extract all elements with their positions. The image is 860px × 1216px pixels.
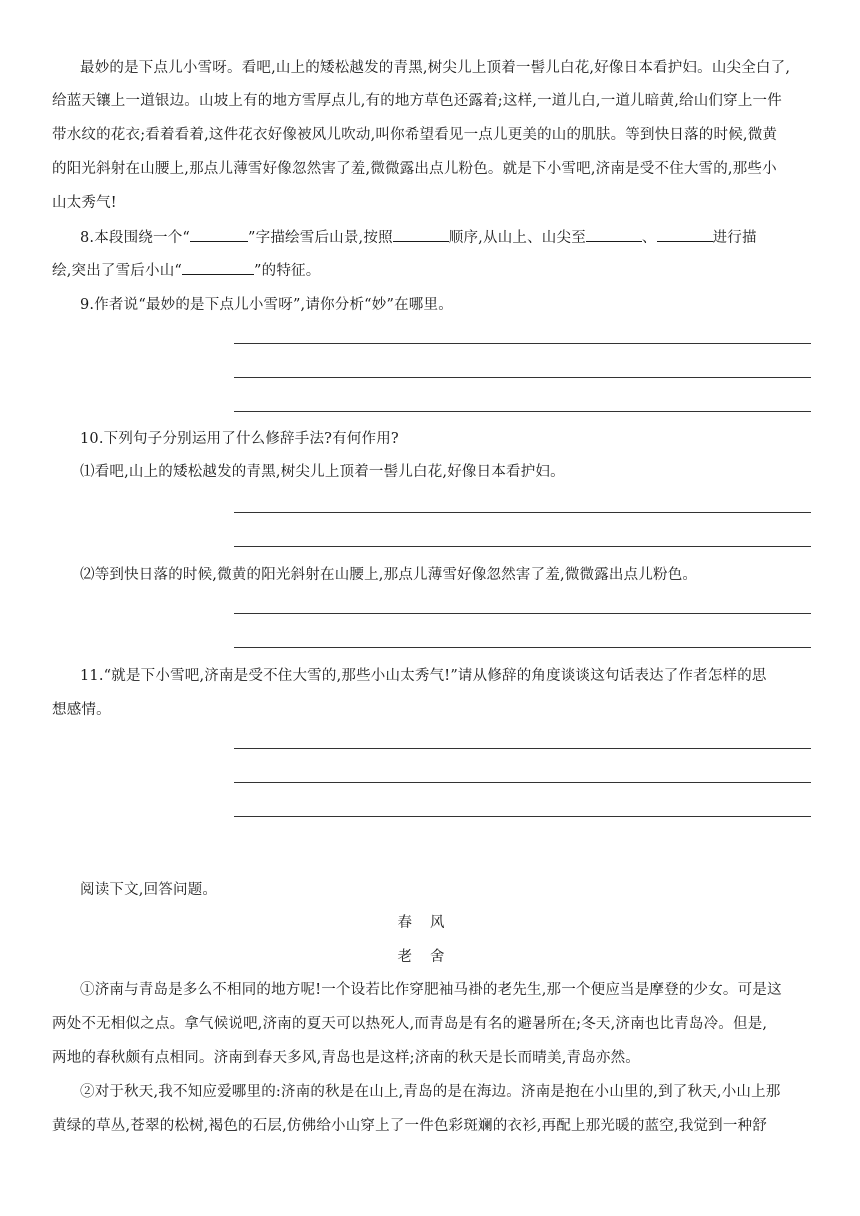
fill-blank[interactable] bbox=[182, 260, 254, 275]
passage-line: ②对于秋天,我不知应爱哪里的:济南的秋是在山上,青岛的是在海边。济南是抱在小山里的,到了秋天,小山上那 bbox=[80, 1084, 781, 1100]
question-10-sub-1: ⑴看吧,山上的矮松越发的青黑,树尖儿上顶着一髻儿白花,好像日本看护妇。 bbox=[80, 464, 565, 480]
fill-blank[interactable] bbox=[393, 227, 449, 242]
answer-line[interactable] bbox=[234, 377, 811, 378]
passage-line: 两地的春秋颇有点相同。济南到春天多风,青岛也是这样;济南的秋天是长而晴美,青岛亦然。 bbox=[52, 1050, 640, 1066]
question-11-line-1: 11.“就是下小雪吧,济南是受不住大雪的,那些小山太秀气!”请从修辞的角度谈谈这句话表达了作者怎样的思 bbox=[80, 668, 767, 684]
answer-line[interactable] bbox=[234, 748, 811, 749]
answer-line[interactable] bbox=[234, 816, 811, 817]
passage-line: 的阳光斜射在山腰上,那点儿薄雪好像忽然害了羞,微微露出点儿粉色。就是下小雪吧,济南是受不住大雪的,那些小 bbox=[52, 161, 777, 177]
answer-line[interactable] bbox=[234, 343, 811, 344]
fill-blank[interactable] bbox=[657, 227, 713, 242]
answer-line[interactable] bbox=[234, 411, 811, 412]
article-title bbox=[0, 913, 860, 933]
question-8-text: ”字描绘雪后山景,按照 bbox=[248, 230, 393, 246]
answer-line[interactable] bbox=[234, 613, 811, 614]
question-8-text: 8.本段围绕一个“ bbox=[80, 230, 191, 246]
answer-line[interactable] bbox=[234, 782, 811, 783]
fill-blank[interactable] bbox=[190, 227, 248, 242]
question-8-line-1 bbox=[80, 227, 812, 248]
passage-line: 两处不无相似之点。拿气候说吧,济南的夏天可以热死人,而青岛是有名的避暑所在;冬天,济南也比青岛冷。但是, bbox=[52, 1016, 768, 1032]
passage-line: 给蓝天镶上一道银边。山坡上有的地方雪厚点儿,有的地方草色还露着;这样,一道儿白,一道儿暗黄,给山们穿上一件 bbox=[52, 93, 782, 109]
question-9: 9.作者说“最妙的是下点儿小雪呀”,请你分析“妙”在哪里。 bbox=[80, 297, 453, 313]
question-8-text: 绘,突出了雪后小山“ bbox=[52, 263, 183, 279]
question-8-text: 顺序,从山上、山尖至 bbox=[448, 230, 586, 246]
article-author-text: 老舍 bbox=[397, 949, 463, 965]
fill-blank[interactable] bbox=[586, 227, 642, 242]
answer-line[interactable] bbox=[234, 546, 811, 547]
reading-instruction: 阅读下文,回答问题。 bbox=[80, 882, 218, 898]
question-8-text: 进行描 bbox=[712, 230, 757, 246]
question-11-line-2: 想感情。 bbox=[52, 702, 111, 718]
passage-line: 最妙的是下点儿小雪呀。看吧,山上的矮松越发的青黑,树尖儿上顶着一髻儿白花,好像日本看护妇。山尖全白了, bbox=[80, 60, 791, 76]
article-author bbox=[0, 947, 860, 967]
question-8-text: 、 bbox=[641, 230, 657, 246]
answer-line[interactable] bbox=[234, 512, 811, 513]
question-10-sub-2: ⑵等到快日落的时候,微黄的阳光斜射在山腰上,那点儿薄雪好像忽然害了羞,微微露出点儿粉色。 bbox=[80, 567, 698, 583]
question-10: 10.下列句子分别运用了什么修辞手法?有何作用? bbox=[80, 431, 399, 447]
passage-line: 带水纹的花衣;看着看着,这件花衣好像被风儿吹动,叫你希望看见一点儿更美的山的肌肤。等到快日落的时候,微黄 bbox=[52, 127, 778, 143]
passage-line: ①济南与青岛是多么不相同的地方呢!一个设若比作穿肥袖马褂的老先生,那一个便应当是摩登的少女。可是这 bbox=[80, 982, 782, 998]
question-8-line-2 bbox=[52, 260, 812, 281]
passage-line: 山太秀气! bbox=[52, 195, 117, 211]
passage-line: 黄绿的草丛,苍翠的松树,褐色的石层,仿佛给小山穿上了一件色彩斑斓的衣衫,再配上那光暖的蓝空,我觉到一种舒 bbox=[52, 1118, 767, 1134]
article-title-text: 春风 bbox=[397, 915, 463, 931]
question-8-text: ”的特征。 bbox=[254, 263, 321, 279]
answer-line[interactable] bbox=[234, 647, 811, 648]
